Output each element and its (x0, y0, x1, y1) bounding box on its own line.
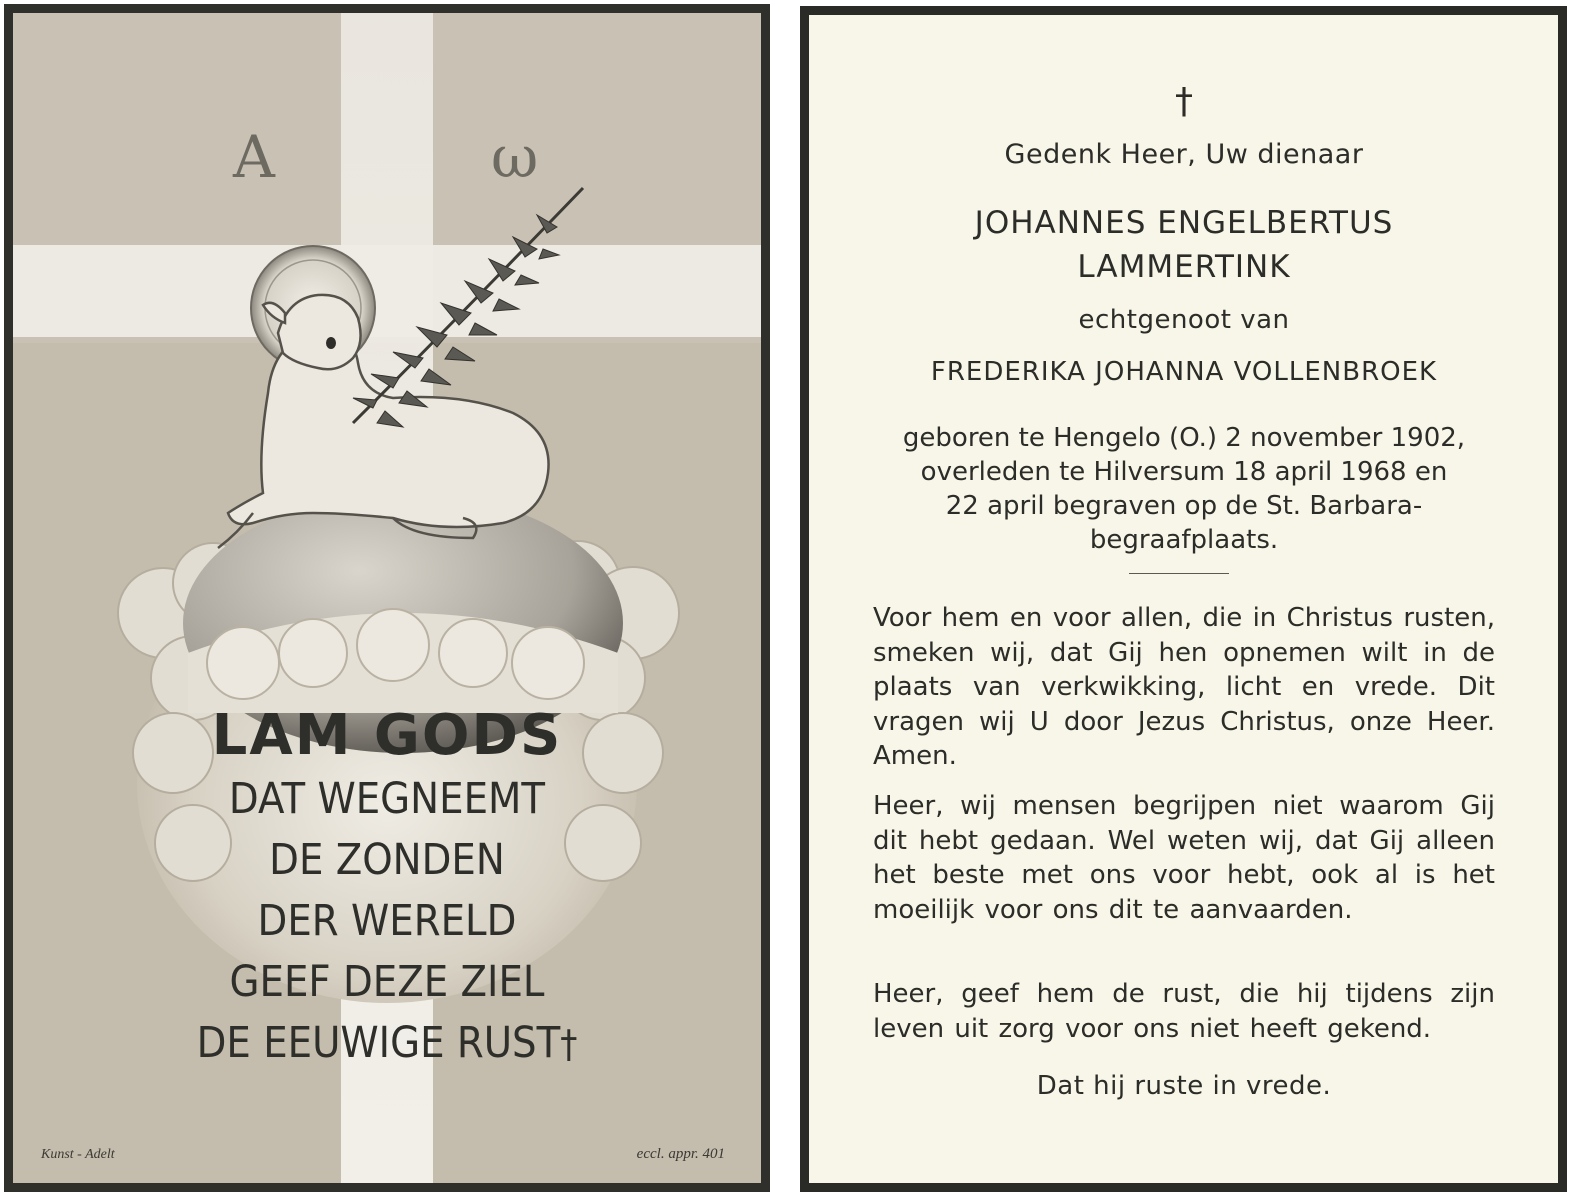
bio-line: begraafplaats. (1089, 525, 1279, 555)
bio-line: overleden te Hilversum 18 april 1968 en (920, 457, 1448, 487)
verse-line: DER WERELD (257, 896, 517, 946)
verse-title: LAM GODS (211, 703, 563, 768)
deceased-surname-line: LAMMERTINK (1077, 249, 1291, 285)
closing-line: Dat hij ruste in vrede. (1036, 1071, 1332, 1101)
omega-symbol: ω (491, 123, 539, 191)
deceased-name-line: JOHANNES ENGELBERTUS (974, 205, 1394, 241)
verse-line: DAT WEGNEEMT (228, 774, 546, 824)
memorial-card-back (800, 6, 1567, 1192)
alpha-symbol: A (233, 123, 275, 191)
ecclesiastical-approval: eccl. appr. 401 (636, 1146, 725, 1162)
verse-line: DE ZONDEN (269, 835, 505, 885)
prayer-paragraph: Heer, geef hem de rust, die hij tijdens zijn leven uit zorg voor ons niet heeft gekend. (873, 979, 1495, 1044)
memorial-card-front (4, 4, 770, 1192)
verse-line-last (50, 1013, 723, 1075)
prayer-paragraph: Voor hem en voor allen, die in Christus rusten, smeken wij, dat Gij hen opnemen wilt in de plaats van verkwikking, licht en vrede. Dit vragen wij U door Jezus Christus, onze Heer. Amen. (873, 603, 1495, 771)
artist-credit: Kunst - Adelt (41, 1147, 115, 1162)
bio-line: geboren te Hengelo (O.) 2 november 1902, (902, 423, 1466, 453)
verse-line: GEEF DEZE ZIEL (229, 957, 545, 1007)
agnus-dei-verse (13, 703, 761, 1075)
birth-death-details (873, 421, 1495, 557)
cross-icon: † (560, 1022, 578, 1066)
bio-line: 22 april begraven op de St. Barbara- (945, 491, 1423, 521)
prayer-intro: Gedenk Heer, Uw dienaar (1004, 139, 1364, 170)
spouse-name: FREDERIKA JOHANNA VOLLENBROEK (930, 357, 1438, 387)
prayer-paragraph: Heer, wij mensen begrijpen niet waarom Gij dit hebt gedaan. Wel weten wij, dat Gij alleen het beste met ons voor hebt, ook al is het moeilijk voor ons dit te aanvaarden. (873, 791, 1495, 925)
deceased-name (873, 201, 1495, 289)
spouse-intro: echtgenoot van (1078, 305, 1290, 335)
divider (1129, 573, 1229, 574)
cross-icon: † (1175, 81, 1193, 122)
verse-line-text: DE EEUWIGE RUST (196, 1018, 561, 1068)
